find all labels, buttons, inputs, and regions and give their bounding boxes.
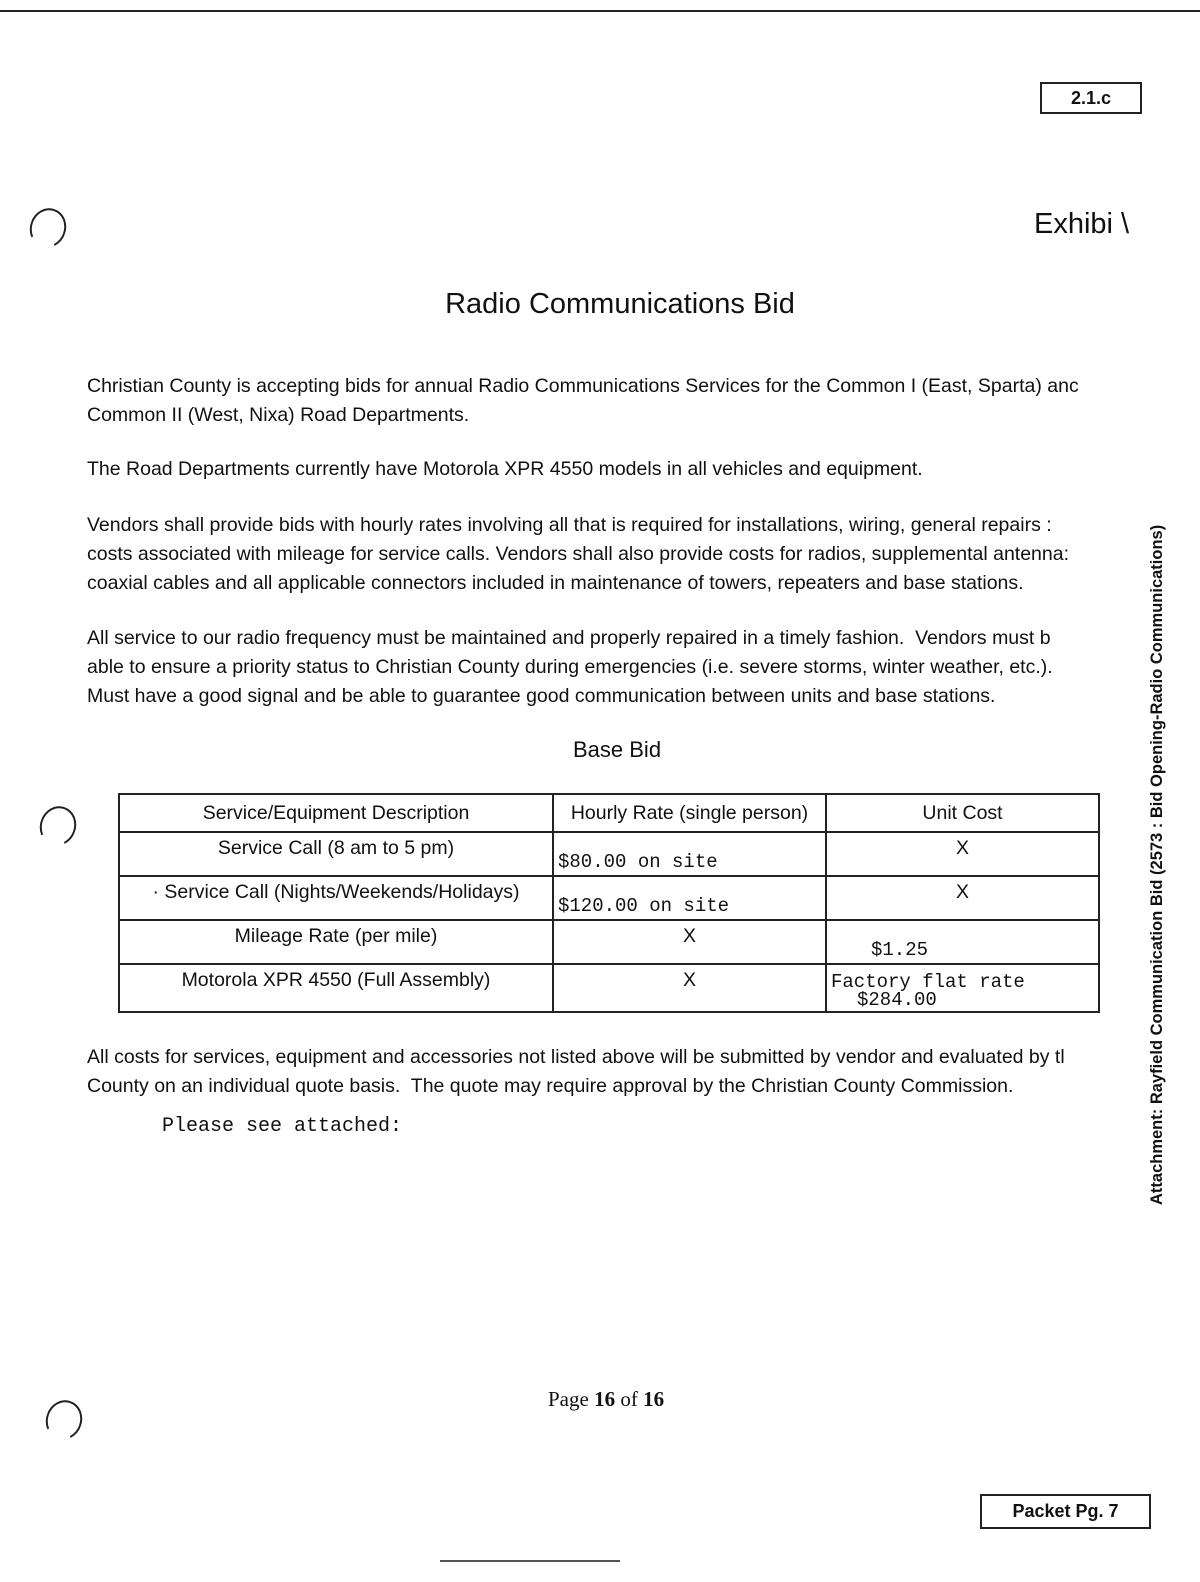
bottom-rule xyxy=(440,1560,620,1562)
packet-page-tag xyxy=(980,1494,1151,1529)
flat-rate-label: Factory flat rate xyxy=(831,971,1025,993)
current-page: 16 xyxy=(594,1387,616,1411)
column-header: Hourly Rate (single person) xyxy=(553,794,826,832)
document-title: Radio Communications Bid xyxy=(445,288,795,320)
row-unit-cost: $1.25 xyxy=(826,920,1099,964)
reference-tag xyxy=(1040,82,1142,114)
table-row xyxy=(119,832,1099,876)
page-number xyxy=(548,1387,664,1412)
row-description: Motorola XPR 4550 (Full Assembly) xyxy=(119,964,553,1012)
attachment-sidebar-text: Attachment: Rayfield Communication Bid (2573 : Bid Opening-Radio Communications) xyxy=(1148,524,1166,1205)
see-attached-note: Please see attached: xyxy=(162,1115,403,1138)
top-rule xyxy=(0,10,1200,12)
table-header-row xyxy=(119,794,1099,832)
row-hourly-rate: $80.00 on site xyxy=(553,832,826,876)
row-hourly-rate: X xyxy=(553,920,826,964)
column-header: Unit Cost xyxy=(826,794,1099,832)
punch-hole-icon xyxy=(40,1395,88,1445)
table-row xyxy=(119,920,1099,964)
table-row xyxy=(119,876,1099,920)
equipment-paragraph: The Road Departments currently have Motorola XPR 4550 models in all vehicles and equipment. xyxy=(87,458,923,480)
row-unit-cost: X xyxy=(826,876,1099,920)
vendor-requirements-paragraph: Vendors shall provide bids with hourly rates involving all that is required for installations, wiring, general repairs : costs associated with mileage for service calls. Vendors shall also provide costs for radios, supplemental antenna: coaxial cables and all applicable connectors included in maintenance of towers, repeaters and base stations. xyxy=(87,514,1069,594)
row-unit-cost: X xyxy=(826,832,1099,876)
flat-rate-price: $284.00 xyxy=(857,989,937,1011)
punch-hole-icon xyxy=(34,801,82,851)
reference-tag-label: 2.1.c xyxy=(1070,87,1112,108)
bid-table xyxy=(118,793,1100,1013)
service-requirements-paragraph: All service to our radio frequency must be maintained and properly repaired in a timely fashion. Vendors must b able to ensure a priority status to Christian County during emergencies (i.e. severe storms, winter weather, etc.). Must have a good signal and be able to guarantee good communication between units and base stations. xyxy=(87,627,1053,707)
total-pages: 16 xyxy=(643,1387,665,1411)
table-row xyxy=(119,964,1099,1012)
row-description: Mileage Rate (per mile) xyxy=(119,920,553,964)
punch-hole-icon xyxy=(24,203,72,253)
closing-paragraph: All costs for services, equipment and accessories not listed above will be submitted by vendor and evaluated by tl County on an individual quote basis. The quote may require approval by the Christian County Commission. xyxy=(87,1046,1065,1097)
row-unit-cost xyxy=(826,964,1099,1012)
row-hourly-rate: X xyxy=(553,964,826,1012)
page-prefix: Page xyxy=(548,1387,595,1411)
row-description: · Service Call (Nights/Weekends/Holidays) xyxy=(119,876,553,920)
page-of: of xyxy=(615,1387,644,1411)
intro-paragraph: Christian County is accepting bids for annual Radio Communications Services for the Common I (East, Sparta) anc Common II (West, Nixa) Road Departments. xyxy=(87,375,1079,426)
row-hourly-rate: $120.00 on site xyxy=(553,876,826,920)
column-header: Service/Equipment Description xyxy=(119,794,553,832)
exhibit-label: Exhibi \ xyxy=(1034,208,1130,240)
base-bid-heading: Base Bid xyxy=(573,737,662,762)
packet-page-label: Packet Pg. 7 xyxy=(1012,1501,1119,1521)
row-description: Service Call (8 am to 5 pm) xyxy=(119,832,553,876)
